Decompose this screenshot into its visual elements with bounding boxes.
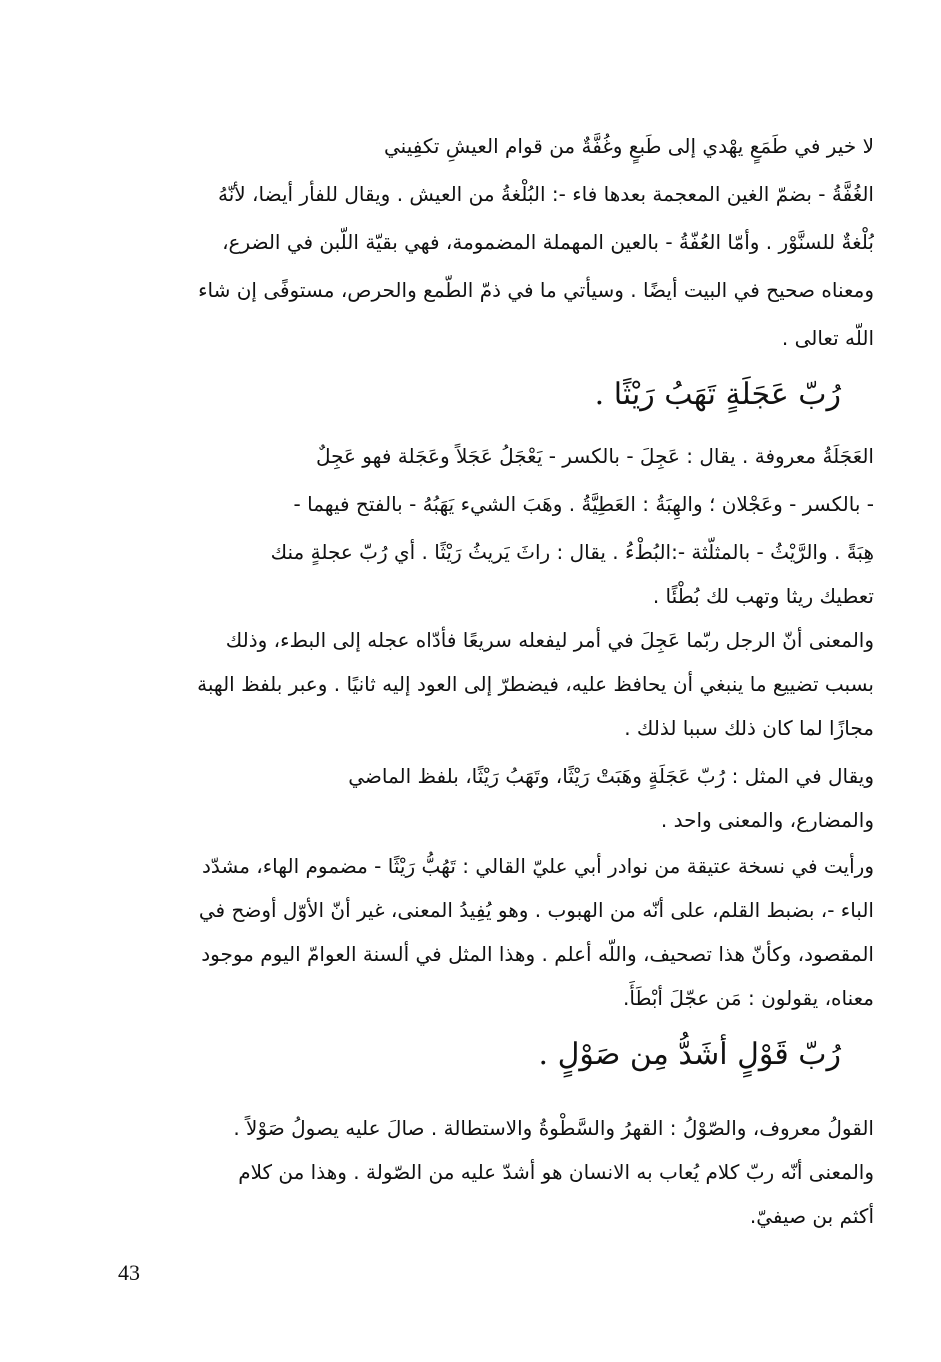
- paragraph-line: العَجَلَةُ معروفة . يقال : عَجِلَ - بالكسر - يَعْجَلُ عَجَلاً وعَجَلة فهو عَجِلٌ: [315, 444, 874, 468]
- paragraph-line: الباء -، بضبط القلم، على أنّه من الهبوب . وهو يُفِيدُ المعنى، غير أنّ الأوّل أوضح في: [198, 898, 874, 922]
- paragraph-line: ومعناه صحيح في البيت أيضًا . وسيأتي ما في ذمّ الطّمع والحرص، مستوفًى إن شاء: [198, 278, 874, 302]
- paragraph-line: اللّه تعالى .: [781, 326, 874, 350]
- paragraph-line: والمعنى أنّه ربّ كلام يُعاب به الانسان هو أشدّ عليه من الصّولة . وهذا من كلام: [238, 1160, 874, 1184]
- paragraph-line: بُلْغةٌ للسنَّوْر . وأمّا العُفّةُ - بالعين المهملة المضمومة، فهي بقيّة اللّبن في الضرع،: [222, 230, 874, 254]
- paragraph-line: هِبَةً . والرَّيْثُ - بالمثلّثة -:البُطْءُ . يقال : راثَ يَريثُ رَيْثًا . أي رُبّ عجلةٍ منك: [270, 540, 874, 564]
- verse-line: لا خير في طَمَعٍ يهْدي إلى طَبعٍ وغُفَّةٌ من قوام العيشِ تكفِيني: [383, 134, 874, 158]
- paragraph-line: والمضارع، والمعنى واحد .: [660, 808, 874, 832]
- paragraph-line: تعطيك ريثا وتهب لك بُطْئًا .: [652, 584, 874, 608]
- proverb-heading: رُبّ قَوْلٍ أشَدُّ مِن صَوْلٍ .: [538, 1037, 841, 1072]
- paragraph-line: معناه، يقولون : مَن عجّلَ أبْطَأَ.: [623, 986, 874, 1010]
- paragraph-line: بسبب تضييع ما ينبغي أن يحافظ عليه، فيضطرّ إلى العود إليه ثانيًا . وعبر بلفظ الهبة: [197, 672, 874, 696]
- paragraph-line: والمعنى أنّ الرجل ربّما عَجِلَ في أمر ليفعله سريعًا فأدّاه عجله إلى البطء، وذلك: [225, 628, 874, 652]
- paragraph-line: ويقال في المثل : رُبّ عَجَلَةٍ وهَبَتْ رَيْثًا، وتَهَبُ رَيْثًا، بلفظ الماضي: [348, 764, 874, 788]
- page-number: 43: [118, 1260, 140, 1285]
- paragraph-line: القولُ معروف، والصّوْلُ : القهرُ والسَّطْوةُ والاستطالة . صالَ عليه يصولُ صَوْلاً .: [233, 1116, 874, 1140]
- proverb-heading: رُبّ عَجَلَةٍ تَهَبُ رَيْثًا .: [594, 377, 841, 412]
- paragraph-line: الغُفَّةُ - بضمّ الغين المعجمة بعدها فاء -: البُلْغةُ من العيش . ويقال للفأر أيضا، لأنّهُ: [218, 182, 874, 206]
- paragraph-line: المقصود، وكأنّ هذا تصحيف، واللّه أعلم . وهذا المثل في ألسنة العوامّ اليوم موجود: [201, 942, 874, 966]
- paragraph-line: أكثم بن صيفيّ.: [749, 1204, 874, 1228]
- paragraph-line: مجازًا لما كان ذلك سببا لذلك .: [624, 716, 874, 740]
- paragraph-line: - بالكسر - وعَجْلان ؛ والهِبَةُ : العَطِيَّةُ . وهَبَ الشيء يَهَبُهُ - بالفتح فيهما -: [293, 492, 874, 516]
- paragraph-line: ورأيت في نسخة عتيقة من نوادر أبي عليّ القالي : تَهُبُّ رَيْثًا - مضموم الهاء، مشدّد: [201, 854, 874, 878]
